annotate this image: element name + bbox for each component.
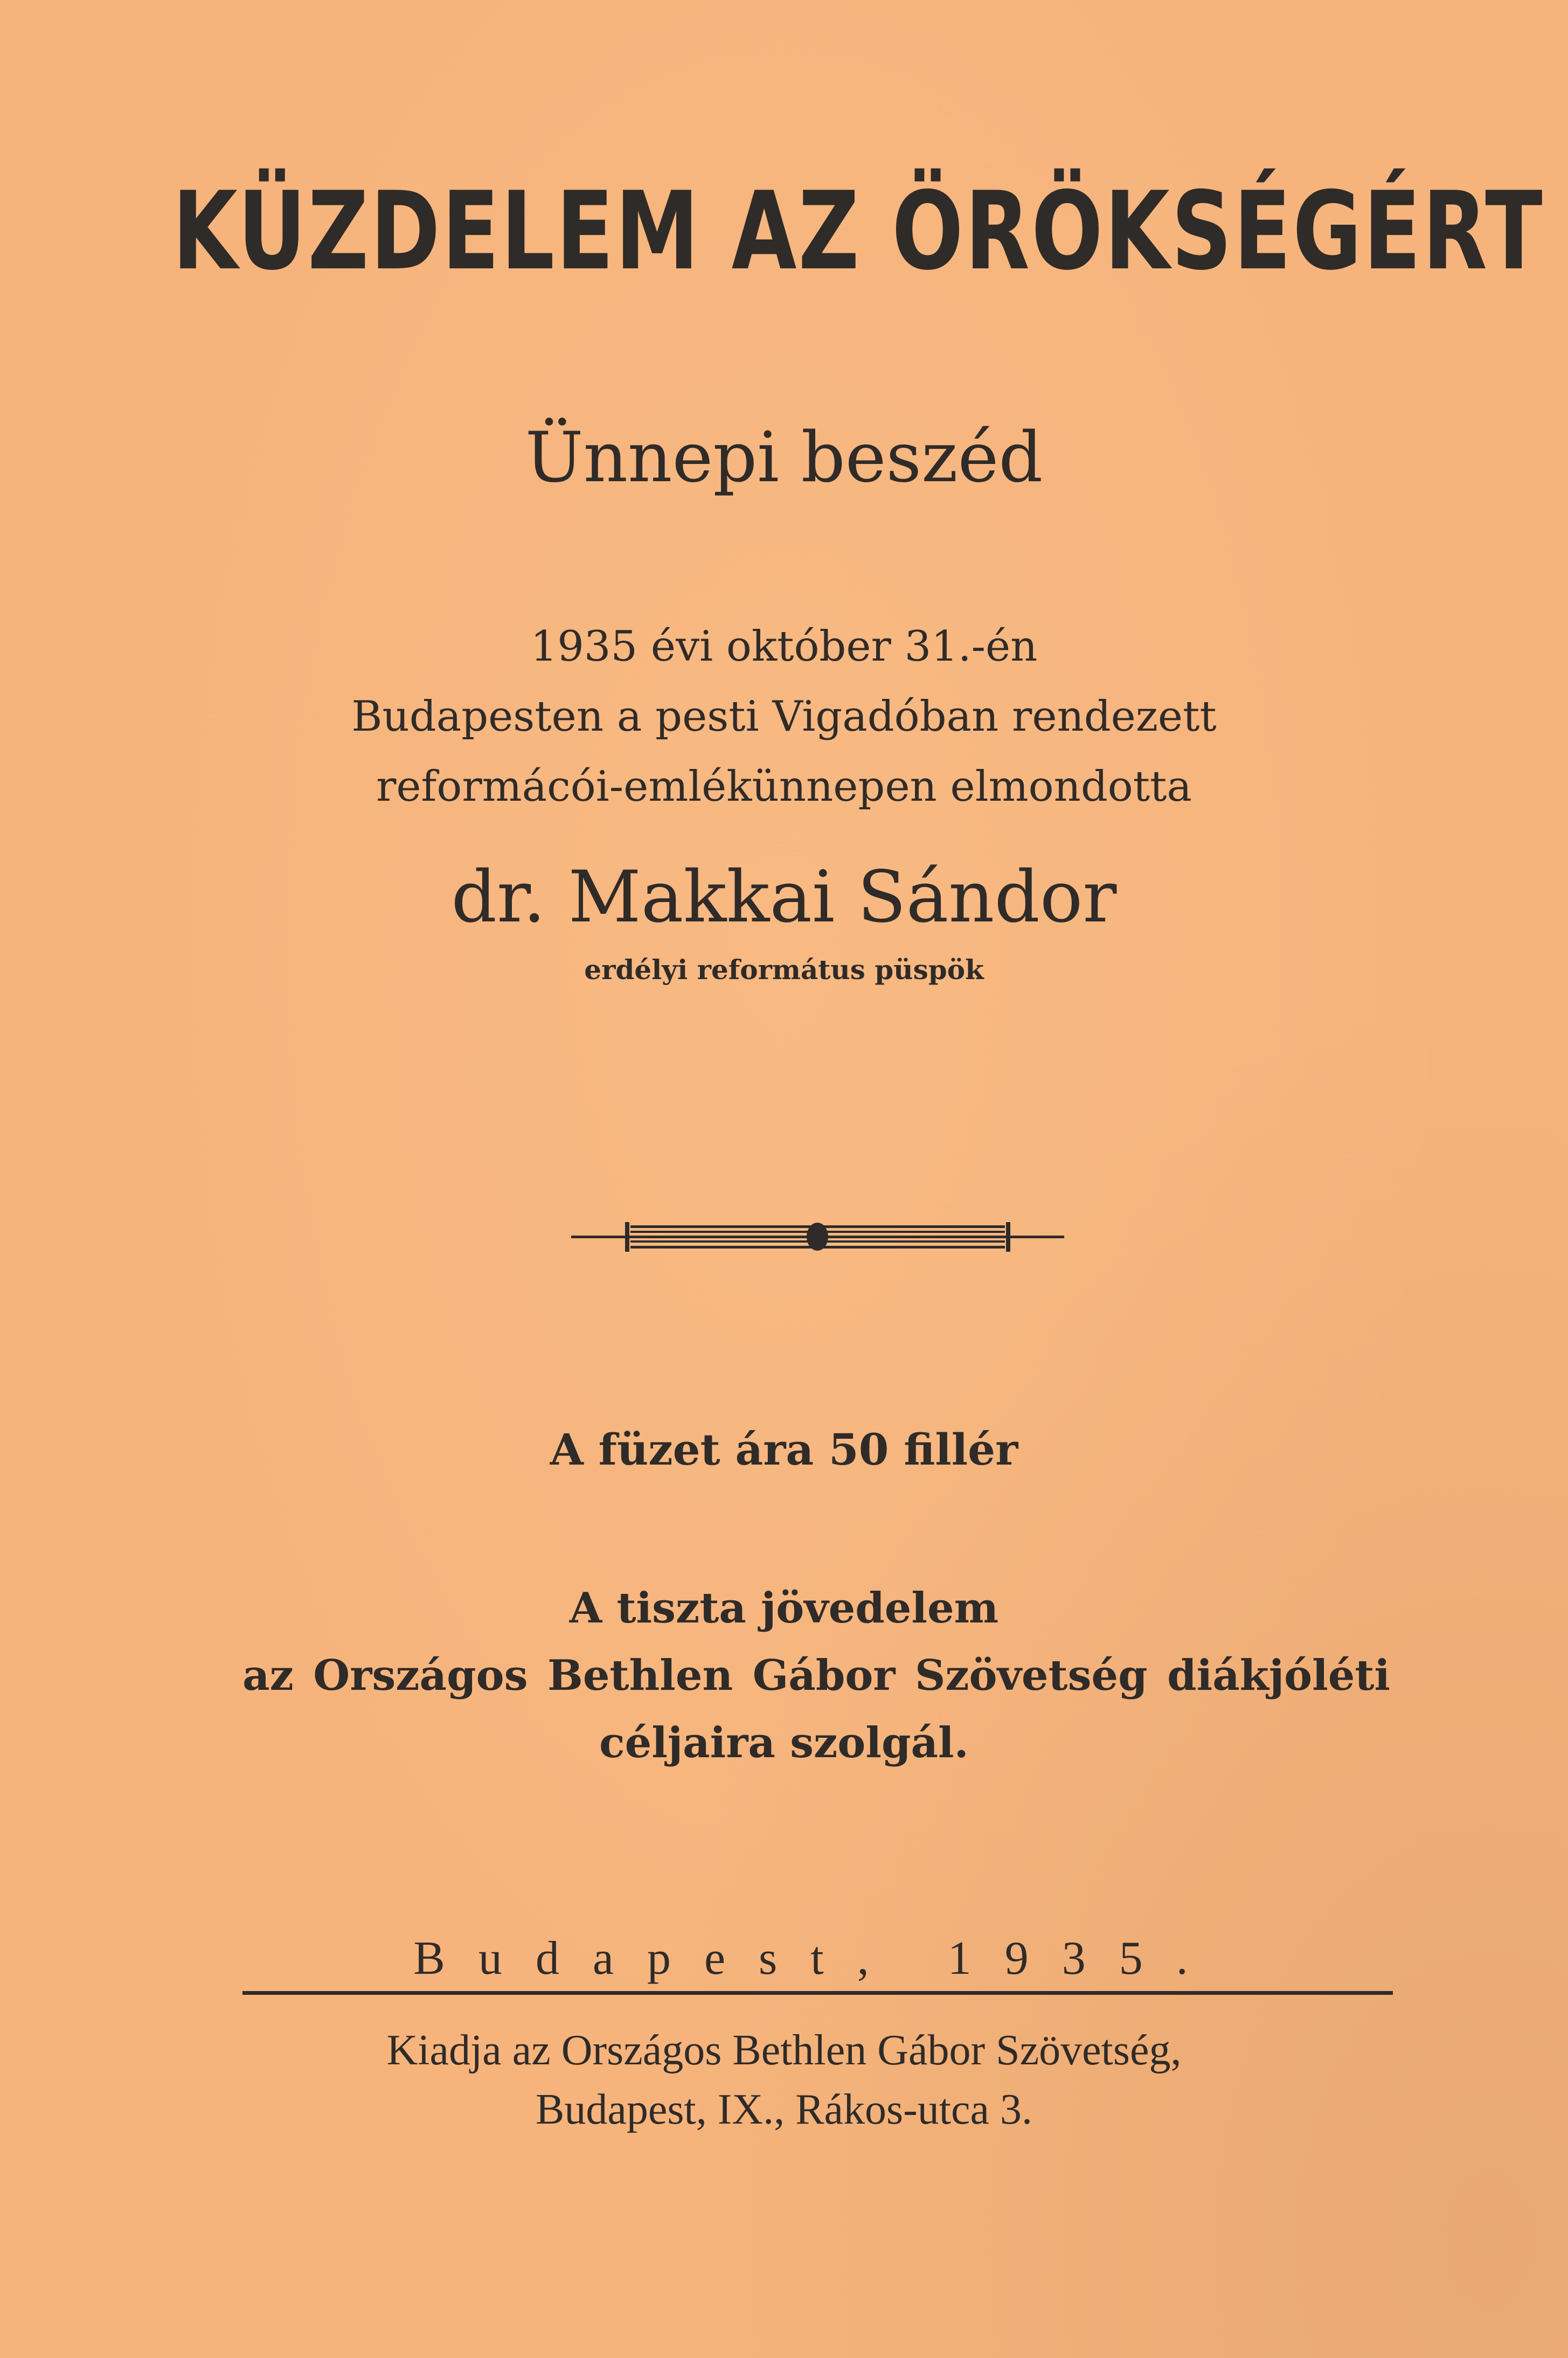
occasion-line-3: reformácói-emlékünnepen elmondotta: [376, 762, 1192, 811]
publisher-line-1: Kiadja az Országos Bethlen Gábor Szövetség,: [386, 2027, 1182, 2074]
imprint-divider: [242, 1991, 1393, 1995]
income-word: Bethlen: [547, 1651, 733, 1700]
author-name: dr. Makkai Sándor: [451, 856, 1117, 939]
imprint-city-year: Budapest, 1935.: [413, 1932, 1222, 1985]
publisher-line-2: Budapest, IX., Rákos-utca 3.: [535, 2086, 1033, 2133]
occasion-line-1: 1935 évi október 31.-én: [530, 622, 1038, 671]
occasion-line-2: Budapesten a pesti Vigadóban rendezett: [351, 692, 1217, 741]
ornamental-divider-icon: [571, 1207, 1064, 1266]
income-line-2: [242, 1646, 1390, 1705]
price-note: A füzet ára 50 fillér: [550, 1424, 1018, 1475]
income-word: Szövetség: [914, 1651, 1148, 1700]
page-title: KÜZDELEM AZ ÖRÖKSÉGÉRT: [172, 169, 1544, 294]
income-line-3: céljaira szolgál.: [599, 1718, 969, 1767]
subtitle: Ünnepi beszéd: [525, 418, 1043, 498]
income-word: az: [242, 1651, 294, 1700]
author-role: erdélyi református püspök: [584, 954, 984, 986]
income-word: Gábor: [752, 1651, 896, 1700]
income-line-1: A tiszta jövedelem: [569, 1584, 999, 1633]
income-word: Országos: [313, 1651, 528, 1700]
income-word: diákjóléti: [1167, 1651, 1391, 1700]
